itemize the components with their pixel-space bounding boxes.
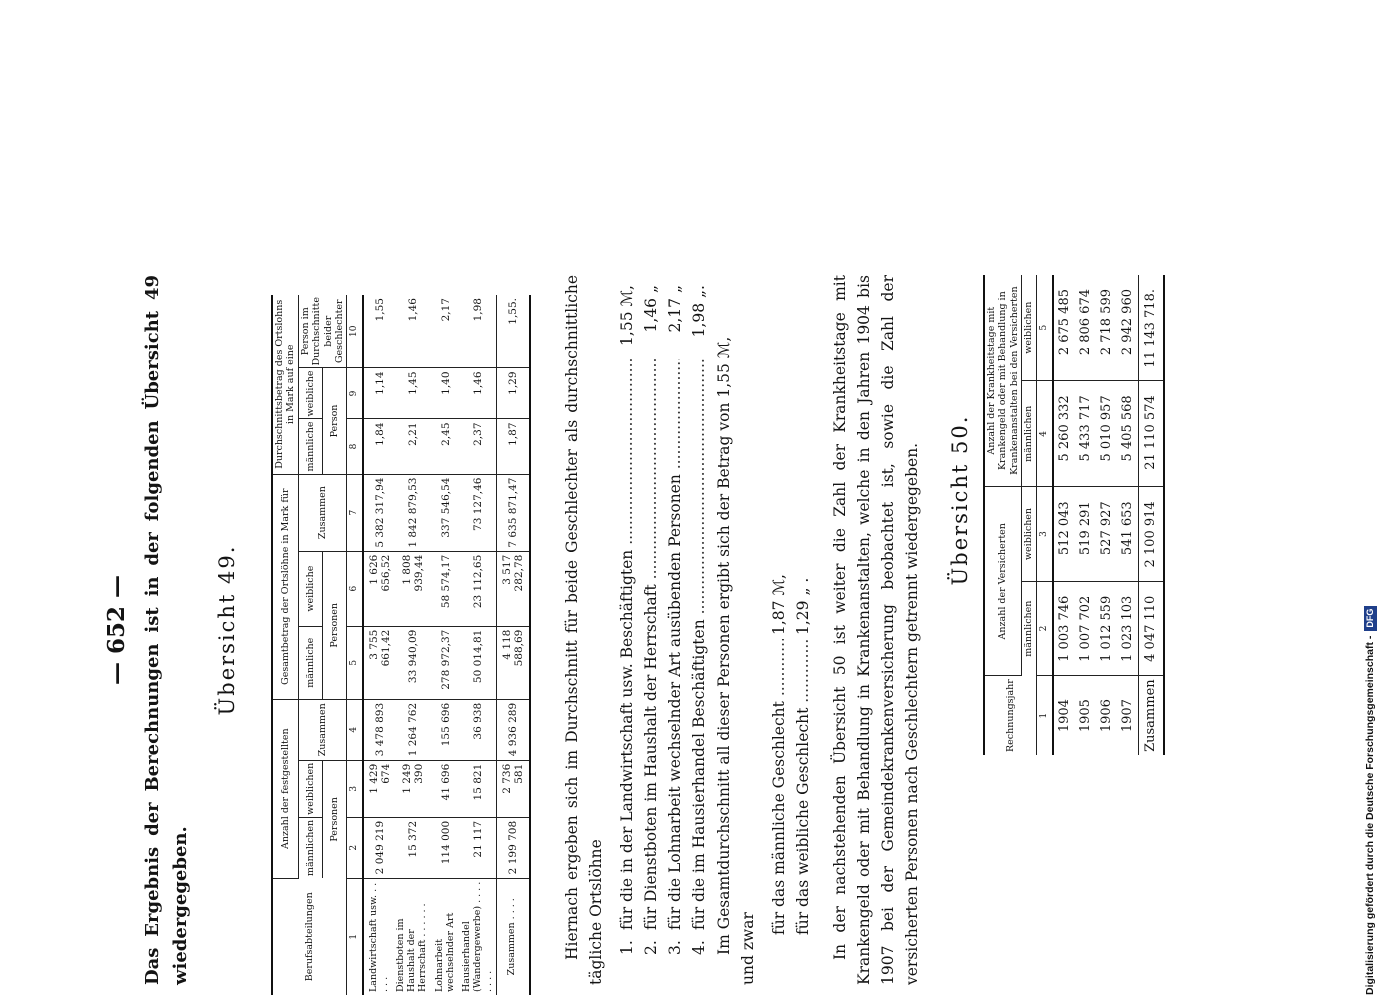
cell: 36 938 [461, 699, 496, 760]
cell: 541 653 [1117, 487, 1139, 581]
table-49-colnum: 5 [347, 626, 364, 699]
cell: 1 007 702 [1075, 581, 1096, 676]
cell: 1 626 656,52 [363, 551, 395, 626]
table-row [430, 295, 461, 995]
digitization-notice [1362, 5, 1378, 995]
table-row [395, 295, 430, 995]
table-49-header-anzahl: Anzahl der festgestellten [272, 699, 298, 878]
cell: 114 000 [430, 817, 461, 878]
cell: 41 696 [430, 760, 461, 817]
table-50 [983, 275, 1165, 755]
cell: 4 118 588,69 [496, 626, 530, 699]
list-item-text: für die in der Landwirtschaft usw. Beschäftigten ..... [615, 359, 639, 930]
cell: 337 546,54 [430, 474, 461, 551]
table-49-header-durchschnitt: Durchschnittsbetrag des Ortslohns in Mark auf eine [272, 295, 298, 474]
list-item-value: 1,46 „ [642, 285, 660, 333]
summary-paragraph [712, 285, 760, 985]
dfg-logo: DFG [1364, 606, 1377, 631]
total-label: Zusammen [1138, 676, 1164, 755]
paragraph-average-wages: Hiernach ergeben sich im Durchschnitt für beide Geschlechter als durchschnittliche tägliche Ortslöhne [563, 275, 606, 985]
table-50-colnum: 3 [1036, 487, 1053, 581]
table-row [1075, 275, 1096, 755]
table-49-colnum: 3 [347, 760, 364, 817]
year-cell: 1907 [1119, 699, 1135, 733]
cell: 519 291 [1075, 487, 1096, 581]
cell: 2 942 960 [1117, 275, 1139, 381]
cell: 1,87 [496, 419, 530, 474]
table-49-header-person: Person [323, 368, 347, 474]
cell: 7 635 871,47 [496, 474, 530, 551]
cell: 5 405 568 [1117, 381, 1139, 487]
table-49-header-g-personen: Personen [323, 551, 347, 699]
cell: 15 372 [395, 817, 430, 878]
cell: 1,29 [496, 368, 530, 419]
total-label: Zusammen . . . . [496, 878, 530, 995]
table-49-header-weiblichen: weiblichen [298, 760, 322, 817]
gender-text: für das weibliche Geschlecht ..... [791, 639, 815, 935]
intro-paragraph: Das Ergebnis der Berechnungen ist in der folgenden Übersicht 49 wiedergegeben. [142, 275, 191, 985]
paragraph-sick-days: In der nachstehenden Übersicht 50 ist weiter die Zahl der Krankheitstage mit Krankengeld oder mit Behandlung in Krankenanstalten, welche in den Jahren 1904 bis 1907 bei der Gemeindekrankenversicherung beobachtet ist, sowie die Zahl der versicherten Personen nach Geschlechtern getrennt wiedergegeben. [831, 275, 922, 985]
table-49-colnum: 1 [347, 878, 364, 995]
cell: 2,21 [395, 419, 430, 474]
cell: 15 821 [461, 760, 496, 817]
table-50-header-rechnungsjahr: Rechnungsjahr [984, 676, 1036, 755]
scanned-page [95, 260, 1335, 1000]
cell: 1,45 [395, 368, 430, 419]
list-item [639, 285, 663, 955]
table-50-header-krankheitstage: Anzahl der Krankheitstage mit Krankengeld oder mit Behandlung in Krankenanstalten bei den Versicherten [984, 275, 1022, 487]
cell: 2 806 674 [1075, 275, 1096, 381]
cell: 2 675 485 [1053, 275, 1075, 381]
cell: 5 382 317,94 [363, 474, 395, 551]
year-cell: 1906 [1098, 699, 1114, 733]
table-50-caption: Übersicht 50. [948, 414, 972, 586]
cell: 1 842 879,53 [395, 474, 430, 551]
cell: 5 260 332 [1053, 381, 1075, 487]
gender-value: 1,29 „ . [794, 577, 812, 635]
page-number: — 652 — [103, 574, 130, 686]
cell: 5 010 957 [1096, 381, 1117, 487]
cell: 1 023 103 [1117, 581, 1139, 676]
table-50-header-weiblichen: weiblichen [1022, 487, 1036, 581]
cell: 1,55. [496, 295, 530, 368]
list-item-number: 1. [618, 940, 636, 955]
cell: 2 718 599 [1096, 275, 1117, 381]
cell: 3 478 893 [363, 699, 395, 760]
table-50-header-maennlichen: männlichen [1022, 581, 1036, 676]
cell: 1,46 [395, 295, 430, 368]
list-item-text: für die im Hausierhandel Beschäftigten ..... [687, 359, 711, 930]
table-49-header-d-weibliche: weibliche [298, 368, 322, 419]
cell: 23 112,65 [461, 551, 496, 626]
cell: 2 736 581 [496, 760, 530, 817]
cell: 278 972,37 [430, 626, 461, 699]
cell: 73 127,46 [461, 474, 496, 551]
cell: 1,84 [363, 419, 395, 474]
cell: 1 003 746 [1053, 581, 1075, 676]
table-49-header-berufsabteilungen: Berufsabteilungen [272, 878, 347, 995]
digitization-text: Digitalisierung gefördert durch die Deutsche Forschungsgemeinschaft - [1364, 635, 1376, 995]
list-item [663, 285, 687, 955]
cell: 1 264 762 [395, 699, 430, 760]
year-cell: 1905 [1077, 699, 1093, 733]
table-50-colnum: 5 [1036, 275, 1053, 381]
cell: 1 808 939,44 [395, 551, 430, 626]
table-49-colnum: 6 [347, 551, 364, 626]
cell: 21 110 574 [1138, 381, 1164, 487]
list-item-value: 1,55 ℳ, [618, 285, 636, 346]
list-item-value: 1,98 „. [690, 285, 708, 338]
table-49-header-g-maennliche: männliche [298, 626, 322, 699]
table-row [1096, 275, 1117, 755]
list-item [791, 575, 815, 935]
cell: 4 047 110 [1138, 581, 1164, 676]
gender-list [767, 575, 815, 935]
table-49-header-person-durchschnitt: Person im Durchschnitte beider Geschlechter [298, 295, 347, 368]
cell: 1,98 [461, 295, 496, 368]
table-49-header-g-zusammen: Zusammen [298, 474, 347, 551]
cell: 11 143 718. [1138, 275, 1164, 381]
row-label: Landwirtschaft usw. . . . . . [367, 882, 390, 992]
table-50-colnum: 2 [1036, 581, 1053, 676]
gender-text: für das männliche Geschlecht ..... [767, 639, 791, 935]
list-item-number: 2. [642, 940, 660, 955]
cell: 5 433 717 [1075, 381, 1096, 487]
row-label: Hausierhandel (Wandergewerbe) . . . . . . . . [461, 881, 494, 992]
list-item [767, 575, 791, 935]
cell: 2 049 219 [363, 817, 395, 878]
summary-text: Im Gesamtdurchschnitt all dieser Personen ergibt sich der Betrag von 1,55 ℳ, [715, 336, 733, 955]
cell: 58 574,17 [430, 551, 461, 626]
cell: 2 100 914 [1138, 487, 1164, 581]
list-item-value: 2,17 „ [666, 285, 684, 333]
table-row [363, 295, 395, 995]
table-49-header-personen: Personen [323, 760, 347, 878]
cell: 2,17 [430, 295, 461, 368]
table-49-header-g-weibliche: weibliche [298, 551, 322, 626]
cell: 4 936 289 [496, 699, 530, 760]
table-50-colnum: 4 [1036, 381, 1053, 487]
table-50-header-kt-maennlichen: männlichen [1022, 381, 1036, 487]
cell: 1 429 674 [363, 760, 395, 817]
cell: 527 927 [1096, 487, 1117, 581]
table-row [461, 295, 496, 995]
table-row [1053, 275, 1075, 755]
list-item [615, 285, 639, 955]
cell: 33 940,09 [395, 626, 430, 699]
table-49 [271, 295, 531, 995]
summary-continuation: und zwar [739, 912, 758, 985]
row-label: Lohnarbeit wechselnder Art [433, 912, 456, 992]
cell: 2 199 708 [496, 817, 530, 878]
list-item-number: 4. [690, 940, 708, 955]
cell: 1,55 [363, 295, 395, 368]
table-49-header-d-maennliche: männliche [298, 419, 322, 474]
cell: 2,37 [461, 419, 496, 474]
table-49-caption: Übersicht 49. [215, 544, 239, 716]
table-49-header-gesamtbetrag: Gesamtbetrag der Ortslöhne in Mark für [272, 474, 298, 699]
table-49-header-maennlichen: männlichen [298, 817, 322, 878]
table-49-colnum: 10 [347, 295, 364, 368]
cell: 21 117 [461, 817, 496, 878]
cell: 3 755 661,42 [363, 626, 395, 699]
cell: 50 014,81 [461, 626, 496, 699]
cell: 512 043 [1053, 487, 1075, 581]
gender-value: 1,87 ℳ, [770, 574, 788, 635]
table-total-row [496, 295, 530, 995]
cell: 1,40 [430, 368, 461, 419]
cell: 3 517 282,78 [496, 551, 530, 626]
cell: 1 249 390 [395, 760, 430, 817]
list-item-text: für die Lohnarbeit wechselnder Art ausübenden Personen ..... [663, 359, 687, 930]
table-row [1117, 275, 1139, 755]
list-item-number: 3. [666, 940, 684, 955]
table-49-header-zusammen: Zusammen [298, 699, 347, 760]
list-item [687, 285, 711, 955]
table-49-colnum: 7 [347, 474, 364, 551]
row-label: Dienstboten im Haushalt der Herrschaft . . . . . . [395, 903, 429, 992]
table-total-row [1138, 275, 1164, 755]
table-50-colnum: 1 [1036, 676, 1053, 755]
table-50-header-kt-weiblichen: weiblichen [1022, 275, 1036, 381]
cell: 155 696 [430, 699, 461, 760]
cell: 1,46 [461, 368, 496, 419]
table-49-colnum: 8 [347, 419, 364, 474]
table-50-header-anzahl: Anzahl der Versicherten [984, 487, 1022, 676]
wage-list [615, 285, 711, 955]
cell: 2,45 [430, 419, 461, 474]
cell: 1,14 [363, 368, 395, 419]
table-49-colnum: 2 [347, 817, 364, 878]
list-item-text: für Dienstboten im Haushalt der Herrschaft ..... [639, 359, 663, 930]
table-49-colnum: 9 [347, 368, 364, 419]
year-cell: 1904 [1056, 699, 1072, 733]
cell: 1 012 559 [1096, 581, 1117, 676]
table-49-colnum: 4 [347, 699, 364, 760]
